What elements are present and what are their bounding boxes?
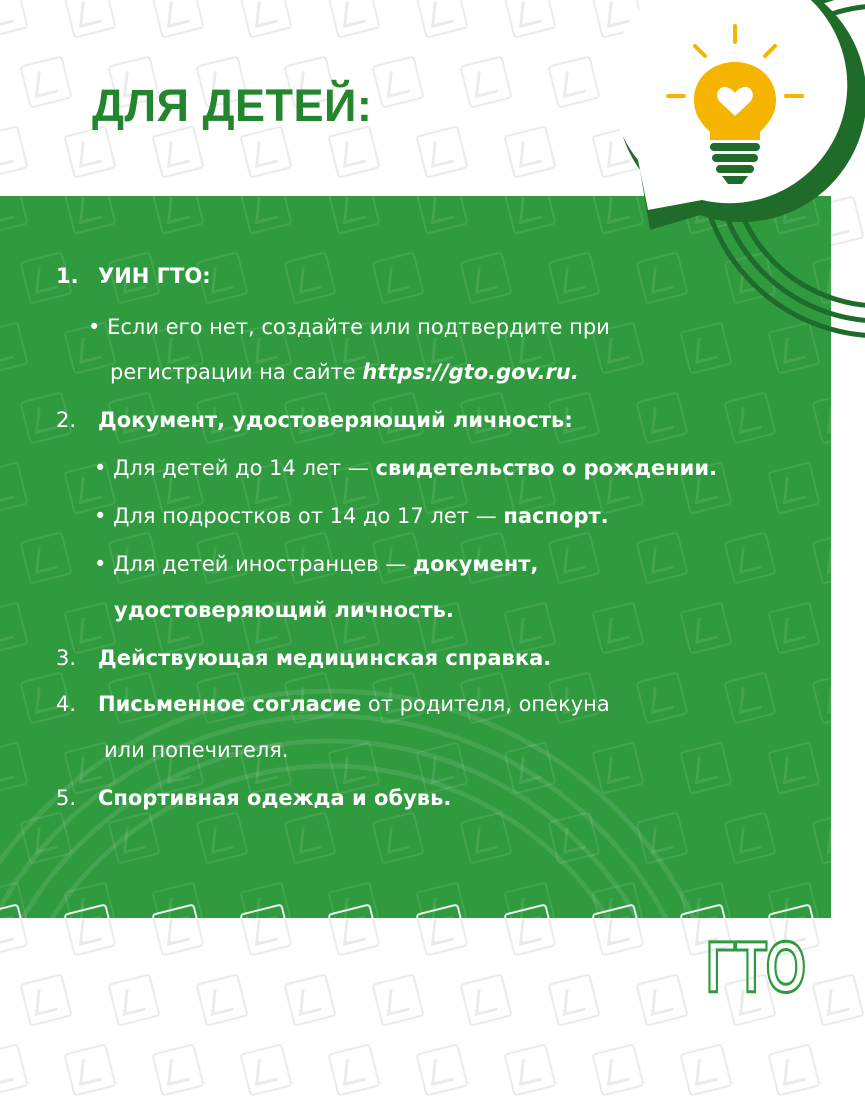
sport-pictogram-tile bbox=[459, 55, 512, 108]
sport-pictogram-tile bbox=[811, 973, 864, 1026]
list-item: • Для детей до 14 лет — свидетельство о рождении. bbox=[94, 456, 718, 480]
sport-pictogram-tile bbox=[0, 1043, 29, 1096]
sport-pictogram-tile bbox=[19, 973, 72, 1026]
list-item: • Для подростков от 14 до 17 лет — паспорт. bbox=[94, 504, 609, 528]
sport-pictogram-tile bbox=[239, 0, 292, 39]
sport-pictogram-tile bbox=[327, 125, 380, 178]
sport-pictogram-tile bbox=[591, 1043, 644, 1096]
list-item: удостоверяющий личность. bbox=[114, 598, 454, 622]
sport-pictogram-tile bbox=[327, 1043, 380, 1096]
list-item: • Для детей иностранцев — документ, bbox=[94, 552, 539, 576]
sport-pictogram-tile bbox=[371, 973, 424, 1026]
sport-pictogram-tile bbox=[63, 1043, 116, 1096]
sport-pictogram-tile bbox=[151, 0, 204, 39]
sport-pictogram-tile bbox=[415, 0, 468, 39]
gto-logo bbox=[704, 928, 808, 1008]
sport-pictogram-tile bbox=[239, 125, 292, 178]
list-item: 1. УИН ГТО: bbox=[56, 264, 211, 288]
list-item: 5. Спортивная одежда и обувь. bbox=[56, 786, 452, 810]
sport-pictogram-tile bbox=[63, 125, 116, 178]
sport-pictogram-tile bbox=[327, 0, 380, 39]
sport-pictogram-tile bbox=[459, 973, 512, 1026]
sport-pictogram-tile bbox=[547, 973, 600, 1026]
sport-pictogram-tile bbox=[239, 1043, 292, 1096]
sport-pictogram-tile bbox=[0, 125, 29, 178]
sport-pictogram-tile bbox=[679, 1043, 732, 1096]
sport-pictogram-tile bbox=[151, 125, 204, 178]
list-item: или попечителя. bbox=[104, 738, 289, 762]
sport-pictogram-tile bbox=[0, 0, 29, 39]
sport-pictogram-tile bbox=[151, 1043, 204, 1096]
sport-pictogram-tile bbox=[415, 125, 468, 178]
speech-bubble bbox=[590, 0, 831, 250]
svg-text:ГТО: ГТО bbox=[706, 928, 806, 1008]
sport-pictogram-tile bbox=[503, 125, 556, 178]
sport-pictogram-tile bbox=[371, 55, 424, 108]
sport-pictogram-tile bbox=[107, 973, 160, 1026]
sport-pictogram-tile bbox=[503, 1043, 556, 1096]
sport-pictogram-tile bbox=[635, 973, 688, 1026]
page-title: ДЛЯ ДЕТЕЙ: bbox=[92, 80, 373, 131]
sport-pictogram-tile bbox=[195, 973, 248, 1026]
list-item: • Если его нет, создайте или подтвердите при bbox=[88, 315, 610, 339]
sport-pictogram-tile bbox=[19, 55, 72, 108]
sport-pictogram-tile bbox=[415, 1043, 468, 1096]
sport-pictogram-tile bbox=[767, 1043, 820, 1096]
list-item: 2. Документ, удостоверяющий личность: bbox=[56, 408, 573, 432]
list-item: 3. Действующая медицинская справка. bbox=[56, 646, 552, 670]
sport-pictogram-tile bbox=[503, 0, 556, 39]
list-item: 4. Письменное согласие от родителя, опекуна bbox=[56, 692, 610, 716]
list-item: регистрации на сайте https://gto.gov.ru. bbox=[110, 360, 579, 384]
gto-link[interactable]: https://gto.gov.ru. bbox=[362, 360, 579, 384]
sport-pictogram-tile bbox=[63, 0, 116, 39]
sport-pictogram-tile bbox=[283, 973, 336, 1026]
